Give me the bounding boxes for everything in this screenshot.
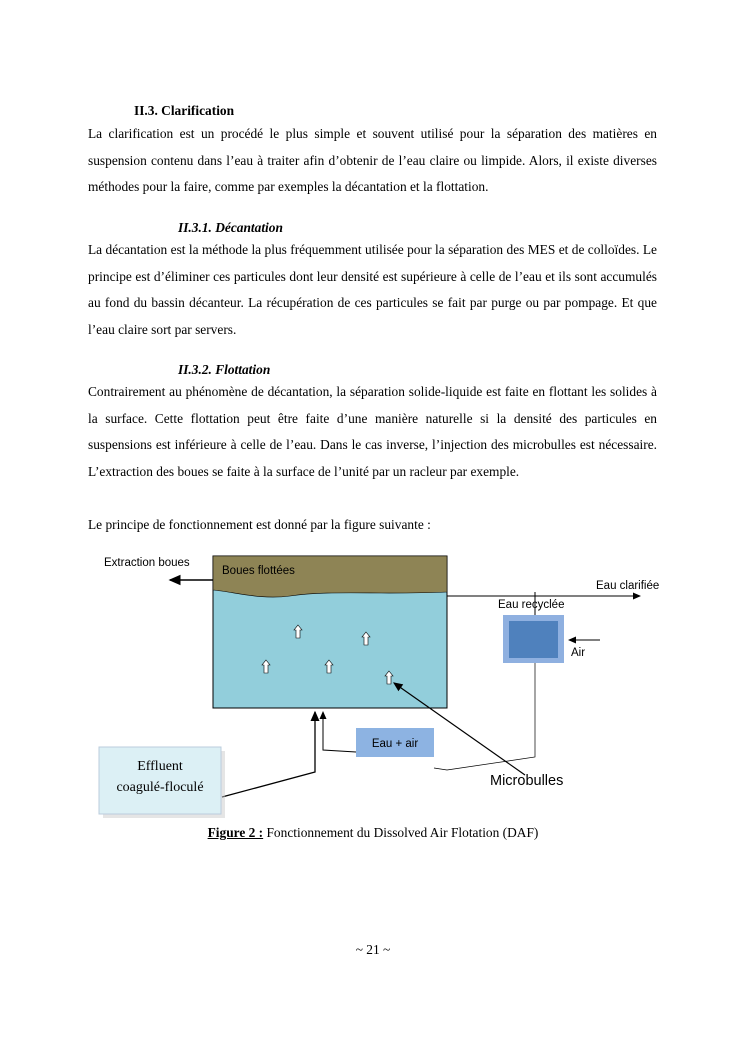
- page-number: ~ 21 ~: [355, 942, 391, 957]
- caption-text: Fonctionnement du Dissolved Air Flotation (DAF): [263, 825, 539, 840]
- section-heading: II.3. Clarification: [134, 103, 235, 118]
- subsection-heading-flottation: II.3.2. Flottation: [178, 362, 271, 377]
- label-effluent: Effluent: [137, 759, 183, 774]
- caption-label: Figure 2 :: [207, 825, 264, 840]
- label-clarifiee: Eau clarifiée: [596, 580, 660, 592]
- label-eau-air: Eau + air: [371, 738, 419, 750]
- label-extraction: Extraction boues: [104, 557, 190, 569]
- label-effluent-2: coagulé-floculé: [116, 780, 204, 795]
- paragraph-clarification: La clarification est un procédé le plus simple et souvent utilisé pour la séparation des matières en suspension contenu dans l’eau à traiter afin d’obtenir de l’eau claire ou limpide. Alors, il existe diverses méthodes pour la faire, comme par exemples la décantation et la flottation.: [88, 126, 657, 194]
- label-boues: Boues flottées: [222, 565, 295, 577]
- paragraph-decantation: La décantation est la méthode la plus fréquemment utilisée pour la séparation des MES et de colloïdes. Le principe est d’éliminer ces particules dont leur densité est supérieure à celle de l’eau et ils sont accumulés au fond du bassin décanteur. La récupération de ces particules se fait par purge ou par pompage. Et que l’eau claire sort par servers.: [88, 242, 657, 337]
- label-microbulles: Microbulles: [490, 773, 564, 789]
- paragraph-figure-intro: Le principe de fonctionnement est donné par la figure suivante :: [88, 517, 431, 532]
- label-air: Air: [571, 647, 586, 659]
- paragraph-flottation: Contrairement au phénomène de décantation, la séparation solide-liquide est faite en flottant les solides à la surface. Cette flottation peut être faite d’une manière naturelle si la densité des particules en suspensions est inférieure à celle de l’eau. Dans le cas inverse, l’injection des microbulles est nécessaire. L’extraction des boues se faite à la surface de l’unité par un racleur par exemple.: [88, 384, 657, 479]
- label-recyclee: Eau recyclée: [498, 599, 565, 611]
- figure-caption: [0, 825, 746, 841]
- subsection-heading-decantation: II.3.1. Décantation: [178, 220, 283, 235]
